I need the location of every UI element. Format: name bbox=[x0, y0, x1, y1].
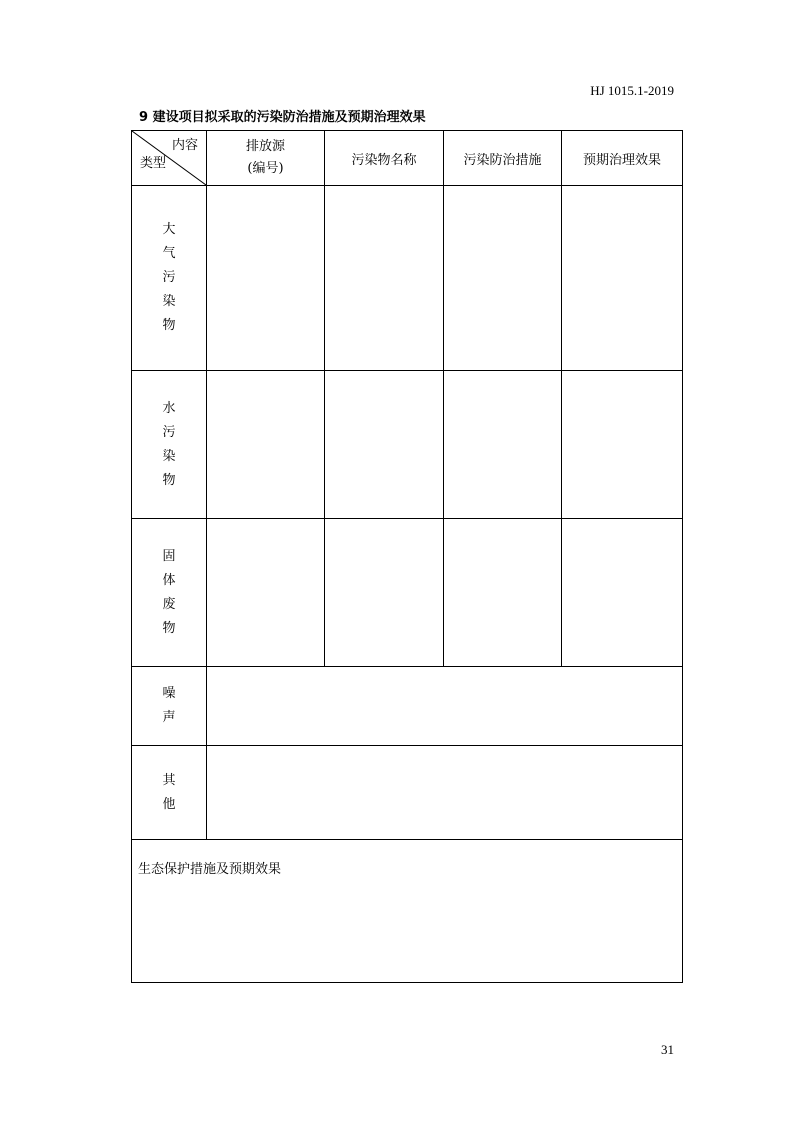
row-label-water bbox=[132, 371, 207, 519]
row-label-char: 固 bbox=[162, 548, 176, 564]
section-title: 9 建设项目拟采取的污染防治措施及预期治理效果 bbox=[139, 110, 426, 125]
row-other bbox=[132, 746, 683, 840]
table-header-row bbox=[132, 131, 683, 186]
water-measures-cell[interactable] bbox=[444, 371, 562, 519]
row-label-char: 其 bbox=[162, 772, 176, 788]
ecological-measures-label: 生态保护措施及预期效果 bbox=[138, 862, 282, 877]
row-label-char: 物 bbox=[162, 472, 176, 488]
header-pollutant-name: 污染物名称 bbox=[325, 131, 444, 186]
header-expected-effect: 预期治理效果 bbox=[562, 131, 683, 186]
water-effect-cell[interactable] bbox=[562, 371, 683, 519]
ecological-measures-cell[interactable] bbox=[132, 840, 683, 983]
solid-pollutant-cell[interactable] bbox=[325, 519, 444, 667]
row-solid-waste bbox=[132, 519, 683, 667]
row-label-char: 声 bbox=[162, 710, 176, 725]
water-pollutant-cell[interactable] bbox=[325, 371, 444, 519]
row-label-char: 水 bbox=[162, 400, 176, 416]
solid-source-cell[interactable] bbox=[207, 519, 325, 667]
other-content-cell[interactable] bbox=[207, 746, 683, 840]
corner-label-content: 内容 bbox=[171, 138, 198, 153]
row-label-char: 大 bbox=[162, 222, 176, 237]
row-label-char: 气 bbox=[162, 246, 176, 261]
header-emission-source bbox=[207, 131, 325, 186]
row-label-char: 他 bbox=[162, 796, 176, 812]
water-source-cell[interactable] bbox=[207, 371, 325, 519]
solid-effect-cell[interactable] bbox=[562, 519, 683, 667]
row-label-air bbox=[132, 186, 207, 371]
row-label-char: 废 bbox=[162, 596, 176, 612]
document-code: HJ 1015.1-2019 bbox=[590, 83, 674, 98]
row-label-char: 物 bbox=[162, 620, 176, 636]
pollution-measures-table bbox=[131, 130, 683, 983]
header-emission-source-line1: 排放源 bbox=[245, 139, 285, 154]
row-ecological bbox=[132, 840, 683, 983]
row-label-noise bbox=[132, 667, 207, 746]
row-noise bbox=[132, 667, 683, 746]
row-label-char: 噪 bbox=[162, 686, 176, 701]
row-label-solid bbox=[132, 519, 207, 667]
row-label-char: 物 bbox=[162, 318, 176, 333]
row-label-char: 体 bbox=[162, 572, 176, 588]
row-label-char: 染 bbox=[162, 448, 176, 464]
page-number: 31 bbox=[661, 1042, 674, 1057]
row-air-pollutants bbox=[132, 186, 683, 371]
noise-content-cell[interactable] bbox=[207, 667, 683, 746]
air-source-cell[interactable] bbox=[207, 186, 325, 371]
air-pollutant-cell[interactable] bbox=[325, 186, 444, 371]
air-effect-cell[interactable] bbox=[562, 186, 683, 371]
row-label-char: 污 bbox=[162, 424, 176, 440]
air-measures-cell[interactable] bbox=[444, 186, 562, 371]
row-label-char: 染 bbox=[162, 294, 176, 309]
solid-measures-cell[interactable] bbox=[444, 519, 562, 667]
row-label-other bbox=[132, 746, 207, 840]
corner-header-cell bbox=[132, 131, 207, 186]
corner-label-type: 类型 bbox=[140, 156, 167, 171]
header-emission-source-line2: (编号) bbox=[247, 161, 284, 176]
row-label-char: 污 bbox=[162, 270, 176, 285]
row-water-pollutants bbox=[132, 371, 683, 519]
header-prevention-measures: 污染防治措施 bbox=[444, 131, 562, 186]
